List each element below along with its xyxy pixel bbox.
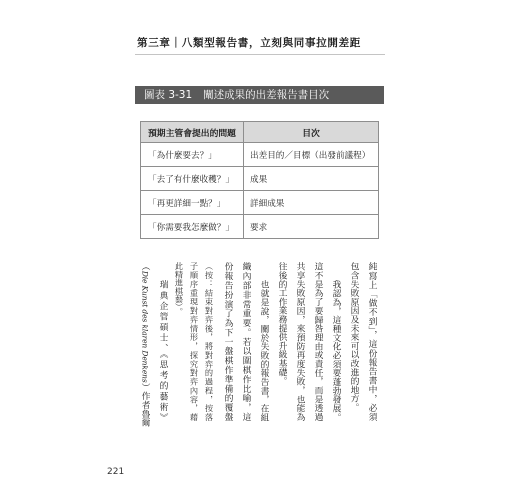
question-cell: 「再更詳細一點？」 [141, 191, 244, 215]
question-cell: 「為什麼要去？」 [141, 143, 244, 167]
text-column: 也就是說，關於失敗的報告書，在組 [258, 279, 269, 421]
toc-cell: 成果 [244, 167, 379, 191]
question-cell: 「你需要我怎麼做？」 [141, 215, 244, 239]
table-row [141, 143, 379, 167]
annotation-column: 此精進棋藝）。 [174, 262, 185, 316]
text-column: 這不是為了要歸咎理由或責任，而是透過 [312, 262, 323, 421]
header-rule [135, 54, 385, 55]
text-column: 往後的工作業務提供升級基礎。 [276, 262, 287, 386]
toc-cell: 出差目的／目標（出發前議程） [244, 143, 379, 167]
text-column: 份報告扮演了為下一盤棋作準備的覆盤 [222, 262, 233, 421]
text-column: 我認為，這種文化必須要蓬勃發展。 [330, 279, 341, 421]
running-header-title: 第三章｜八類型報告書，立刻與同事拉開差距 [137, 37, 361, 49]
text-column: 純寫上「做不到」，這份報告書中，必須 [366, 262, 377, 421]
toc-table [140, 121, 379, 239]
figure-title: 闡述成果的出差報告書目次 [203, 89, 330, 101]
toc-cell: 詳細成果 [244, 191, 379, 215]
table-header-row [141, 122, 379, 143]
text-column [139, 262, 151, 427]
column-header-toc: 目次 [244, 122, 379, 143]
figure-label: 圖表 3-31 [144, 89, 193, 101]
column-header-question: 預期主管會提出的問題 [141, 122, 244, 143]
toc-cell: 要求 [244, 215, 379, 239]
text-column: 瑞典企管碩士、《思考的藝術》 [157, 279, 168, 421]
annotation-column: 子順序重現對弈情形，探究對弈內容，藉 [189, 262, 200, 421]
page-number: 221 [107, 467, 125, 477]
table-row [141, 215, 379, 239]
annotation-column: （按：結束對弈後，將對弈的過程，按落 [204, 262, 215, 421]
question-cell: 「去了有什麼收穫？」 [141, 167, 244, 191]
figure-caption-banner [135, 86, 384, 104]
text-column: 包含失敗原因及未來可以改進的地方。 [348, 262, 359, 412]
table-row [141, 191, 379, 215]
book-original-title: Die Kunst des klaren Denkens [140, 270, 150, 383]
text-fragment: ）作者魯爾 [139, 382, 150, 427]
table-row [141, 167, 379, 191]
open-paren: （ [139, 262, 150, 271]
text-column: 共享失敗原因，來預防再度失敗，也能為 [294, 262, 305, 421]
text-column: 織內部非常重要。若以圍棋作比喻，這 [240, 262, 251, 421]
